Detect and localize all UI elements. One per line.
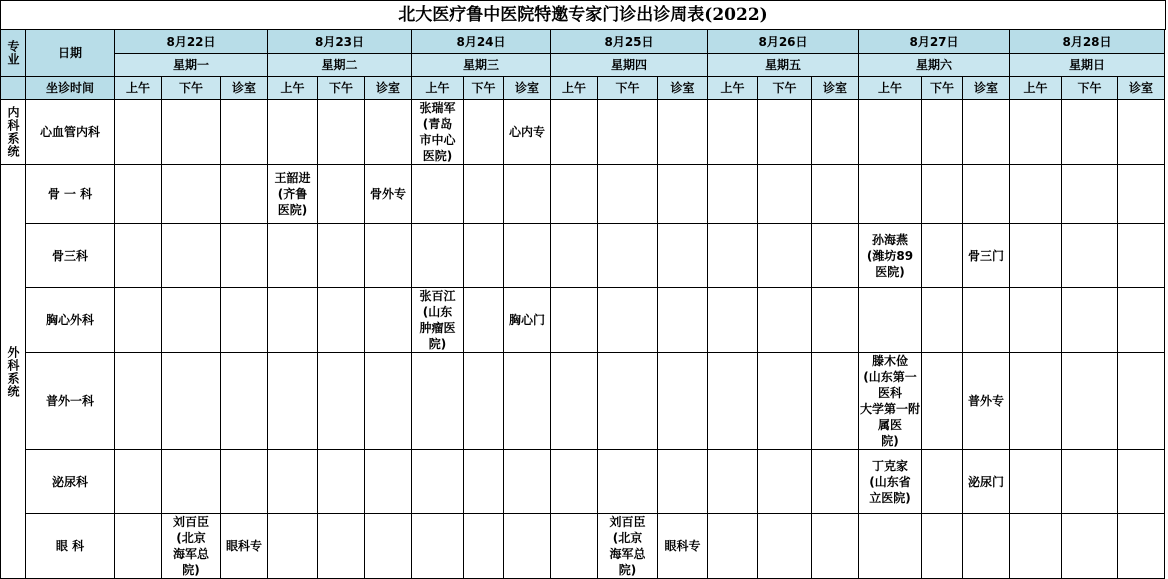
schedule-cell — [708, 514, 758, 579]
schedule-cell — [812, 353, 859, 450]
schedule-cell — [812, 100, 859, 165]
day-date: 8月25日 — [551, 30, 708, 54]
schedule-cell — [551, 514, 598, 579]
slot-header: 诊室 — [1118, 77, 1165, 100]
schedule-cell — [268, 514, 318, 579]
schedule-cell — [1118, 165, 1165, 224]
schedule-cell — [859, 288, 922, 353]
schedule-cell — [758, 288, 812, 353]
clinic-room: 胸心门 — [508, 313, 545, 327]
table-row — [1, 288, 1165, 353]
schedule-cell — [551, 288, 598, 353]
schedule-cell — [115, 100, 162, 165]
schedule-cell — [412, 450, 464, 514]
table-row — [1, 165, 1165, 224]
schedule-cell — [598, 100, 658, 165]
schedule-cell — [812, 288, 859, 353]
schedule-cell — [1010, 288, 1062, 353]
schedule-cell — [1010, 165, 1062, 224]
schedule-cell — [1118, 514, 1165, 579]
schedule-cell — [598, 353, 658, 450]
schedule-cell — [268, 450, 318, 514]
department-label: 普外一科 — [26, 353, 115, 450]
schedule-cell — [551, 100, 598, 165]
schedule-cell — [268, 224, 318, 288]
schedule-cell — [162, 288, 221, 353]
schedule-cell — [758, 450, 812, 514]
day-date: 8月27日 — [859, 30, 1010, 54]
schedule-cell — [412, 353, 464, 450]
schedule-cell — [963, 100, 1010, 165]
schedule-cell — [504, 100, 551, 165]
clinic-room: 骨三门 — [967, 248, 1004, 263]
system-label: 内科系统 — [1, 100, 26, 165]
schedule-cell — [859, 353, 922, 450]
day-weekday: 星期六 — [859, 54, 1010, 77]
day-weekday: 星期二 — [268, 54, 412, 77]
department-label: 骨 一 科 — [26, 165, 115, 224]
schedule-cell — [1010, 100, 1062, 165]
slot-header: 诊室 — [658, 77, 708, 100]
doctor-entry: 张瑞军 (青岛 市中心 医院) — [419, 101, 456, 163]
schedule-cell — [812, 165, 859, 224]
schedule-cell — [162, 450, 221, 514]
slot-header: 上午 — [1010, 77, 1062, 100]
slot-header: 下午 — [1062, 77, 1118, 100]
schedule-cell — [412, 514, 464, 579]
schedule-cell — [221, 165, 268, 224]
schedule-cell — [1118, 224, 1165, 288]
slot-header: 上午 — [412, 77, 464, 100]
schedule-cell — [1118, 100, 1165, 165]
schedule-cell — [412, 224, 464, 288]
schedule-cell — [708, 353, 758, 450]
day-date: 8月28日 — [1010, 30, 1165, 54]
doctor-entry: 刘百臣 (北京 海军总 院) — [172, 515, 209, 577]
schedule-cell — [1118, 288, 1165, 353]
slot-header: 上午 — [859, 77, 922, 100]
schedule-cell — [1118, 450, 1165, 514]
clinic-room: 心内专 — [508, 125, 545, 139]
department-label: 骨三科 — [26, 224, 115, 288]
schedule-cell — [598, 165, 658, 224]
schedule-cell — [412, 100, 464, 165]
schedule-cell — [318, 165, 365, 224]
schedule-cell — [162, 100, 221, 165]
table-row — [1, 77, 1165, 100]
schedule-cell — [464, 353, 504, 450]
slot-header: 诊室 — [221, 77, 268, 100]
schedule-cell — [365, 353, 412, 450]
slot-header: 上午 — [708, 77, 758, 100]
clinic-room: 眼科专 — [225, 539, 262, 553]
schedule-cell — [221, 224, 268, 288]
schedule-cell — [365, 514, 412, 579]
table-row — [1, 514, 1165, 579]
schedule-cell — [268, 288, 318, 353]
schedule-cell — [658, 224, 708, 288]
schedule-cell — [708, 165, 758, 224]
schedule-cell — [115, 288, 162, 353]
schedule-cell — [658, 514, 708, 579]
schedule-cell — [115, 450, 162, 514]
schedule-title: 北大医疗鲁中医院特邀专家门诊出诊周表(2022) — [0, 0, 1166, 30]
specialty-header-filler — [1, 77, 26, 100]
schedule-cell — [758, 353, 812, 450]
schedule-cell — [318, 288, 365, 353]
table-row — [1, 30, 1165, 54]
schedule-cell — [963, 288, 1010, 353]
slot-header: 下午 — [464, 77, 504, 100]
schedule-cell — [318, 100, 365, 165]
schedule-cell — [1010, 224, 1062, 288]
schedule-cell — [412, 288, 464, 353]
schedule-cell — [221, 353, 268, 450]
schedule-cell — [464, 224, 504, 288]
schedule-cell — [708, 224, 758, 288]
schedule-cell — [504, 224, 551, 288]
schedule-cell — [1010, 514, 1062, 579]
schedule-cell — [504, 514, 551, 579]
schedule-cell — [268, 353, 318, 450]
department-label: 胸心外科 — [26, 288, 115, 353]
table-row — [1, 54, 1165, 77]
schedule-cell — [464, 100, 504, 165]
schedule-cell — [1062, 450, 1118, 514]
schedule-cell — [963, 224, 1010, 288]
doctor-entry: 滕木俭 (山东第一医科 大学第一附属医 院) — [859, 354, 920, 448]
schedule-cell — [551, 224, 598, 288]
schedule-cell — [598, 288, 658, 353]
clinic-room: 普外专 — [967, 394, 1004, 408]
schedule-cell — [365, 100, 412, 165]
schedule-cell — [115, 353, 162, 450]
schedule-cell — [758, 514, 812, 579]
day-date: 8月23日 — [268, 30, 412, 54]
schedule-cell — [658, 165, 708, 224]
day-weekday: 星期日 — [1010, 54, 1165, 77]
schedule-cell — [708, 288, 758, 353]
schedule-cell — [963, 353, 1010, 450]
day-date: 8月22日 — [115, 30, 268, 54]
schedule-cell — [963, 514, 1010, 579]
schedule-cell — [1062, 100, 1118, 165]
schedule-cell — [318, 224, 365, 288]
schedule-cell — [598, 450, 658, 514]
day-weekday: 星期一 — [115, 54, 268, 77]
schedule-cell — [922, 224, 963, 288]
schedule-cell — [859, 224, 922, 288]
schedule-cell — [658, 288, 708, 353]
schedule-cell — [412, 165, 464, 224]
schedule-cell — [598, 514, 658, 579]
schedule-cell — [1062, 353, 1118, 450]
department-label: 泌尿科 — [26, 450, 115, 514]
table-row — [1, 224, 1165, 288]
department-label: 心血管内科 — [26, 100, 115, 165]
schedule-cell — [859, 514, 922, 579]
system-label: 外科系统 — [1, 165, 26, 579]
schedule-cell — [365, 224, 412, 288]
schedule-cell — [1062, 288, 1118, 353]
schedule-cell — [504, 450, 551, 514]
clinic-room: 泌尿门 — [967, 474, 1004, 489]
schedule-cell — [365, 288, 412, 353]
schedule-cell — [318, 514, 365, 579]
schedule-cell — [115, 165, 162, 224]
schedule-cell — [162, 165, 221, 224]
schedule-cell — [115, 224, 162, 288]
doctor-entry: 刘百臣 (北京 海军总 院) — [609, 515, 646, 577]
schedule-cell — [268, 165, 318, 224]
schedule-cell — [1010, 450, 1062, 514]
schedule-cell — [922, 514, 963, 579]
schedule-cell — [1062, 514, 1118, 579]
slot-header: 诊室 — [812, 77, 859, 100]
slot-header: 诊室 — [963, 77, 1010, 100]
schedule-cell — [963, 450, 1010, 514]
schedule-cell — [758, 224, 812, 288]
doctor-entry: 丁克家 (山东省 立医院) — [869, 458, 911, 505]
schedule-cell — [708, 450, 758, 514]
schedule-cell — [859, 165, 922, 224]
schedule-cell — [758, 165, 812, 224]
doctor-entry: 王韶进 (齐鲁 医院) — [274, 171, 311, 217]
schedule-cell — [658, 450, 708, 514]
day-date: 8月26日 — [708, 30, 859, 54]
schedule-cell — [658, 100, 708, 165]
schedule-cell — [1118, 353, 1165, 450]
schedule-cell — [658, 353, 708, 450]
doctor-entry: 张百江 (山东 肿瘤医 院) — [419, 289, 456, 351]
schedule-cell — [922, 100, 963, 165]
slot-header: 下午 — [922, 77, 963, 100]
schedule-cell — [551, 450, 598, 514]
slot-header: 诊室 — [504, 77, 551, 100]
schedule-cell — [221, 288, 268, 353]
schedule-cell — [365, 450, 412, 514]
schedule-cell — [1062, 224, 1118, 288]
table-row — [1, 450, 1165, 514]
schedule-cell — [464, 288, 504, 353]
table-row — [1, 353, 1165, 450]
schedule-cell — [1010, 353, 1062, 450]
schedule-cell — [551, 165, 598, 224]
schedule-cell — [1062, 165, 1118, 224]
department-label: 眼 科 — [26, 514, 115, 579]
schedule-cell — [922, 450, 963, 514]
clinic-room: 骨外专 — [369, 187, 406, 201]
day-date: 8月24日 — [412, 30, 551, 54]
slot-header: 上午 — [268, 77, 318, 100]
slot-header: 诊室 — [365, 77, 412, 100]
schedule-cell — [318, 353, 365, 450]
schedule-cell — [162, 514, 221, 579]
schedule-cell — [758, 100, 812, 165]
schedule-cell — [318, 450, 365, 514]
schedule-cell — [922, 353, 963, 450]
schedule-cell — [162, 224, 221, 288]
schedule-cell — [464, 450, 504, 514]
schedule-cell — [551, 353, 598, 450]
schedule-cell — [963, 165, 1010, 224]
schedule-cell — [504, 165, 551, 224]
schedule-cell — [859, 100, 922, 165]
schedule-cell — [365, 165, 412, 224]
schedule-cell — [221, 450, 268, 514]
schedule-cell — [708, 100, 758, 165]
slot-header: 下午 — [758, 77, 812, 100]
time-header: 坐诊时间 — [26, 77, 115, 100]
schedule-cell — [812, 450, 859, 514]
table-row — [1, 100, 1165, 165]
schedule-cell — [598, 224, 658, 288]
slot-header: 下午 — [162, 77, 221, 100]
day-weekday: 星期三 — [412, 54, 551, 77]
schedule-cell — [922, 288, 963, 353]
day-weekday: 星期五 — [708, 54, 859, 77]
doctor-entry: 孙海燕 (潍坊89 医院) — [866, 232, 914, 279]
schedule-cell — [221, 514, 268, 579]
schedule-table — [0, 29, 1165, 579]
schedule-cell — [922, 165, 963, 224]
schedule-cell — [268, 100, 318, 165]
schedule-cell — [504, 353, 551, 450]
schedule-cell — [812, 224, 859, 288]
schedule-cell — [859, 450, 922, 514]
schedule-cell — [464, 514, 504, 579]
schedule-cell — [221, 100, 268, 165]
day-weekday: 星期四 — [551, 54, 708, 77]
date-header: 日期 — [26, 30, 115, 77]
specialty-header: 专业 — [1, 30, 26, 77]
slot-header: 上午 — [115, 77, 162, 100]
schedule-cell — [504, 288, 551, 353]
schedule-cell — [115, 514, 162, 579]
schedule-cell — [464, 165, 504, 224]
schedule-cell — [162, 353, 221, 450]
slot-header: 上午 — [551, 77, 598, 100]
clinic-room: 眼科专 — [664, 539, 701, 553]
slot-header: 下午 — [598, 77, 658, 100]
slot-header: 下午 — [318, 77, 365, 100]
schedule-cell — [812, 514, 859, 579]
